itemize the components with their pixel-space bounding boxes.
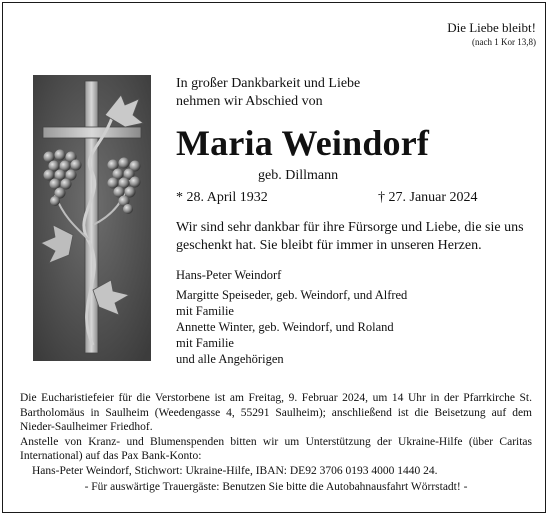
funeral-details	[20, 391, 532, 494]
deceased-name: Maria Weindorf	[176, 123, 430, 163]
birth-date: * 28. April 1932	[176, 190, 268, 205]
thanks-text: Wir sind sehr dankbar für ihre Fürsorge und Liebe, die sie uns geschenkt hat. Sie bleibt für immer in unseren Herzen.	[176, 220, 524, 253]
mourner-first: Hans-Peter Weindorf	[176, 268, 282, 282]
intro	[176, 75, 360, 111]
service-info: Die Eucharistiefeier für die Verstorbene ist am Freitag, 9. Februar 2024, um 14 Uhr in der Pfarrkirche St. Bartholomäus in Saulheim (Weedengasse 4, 55291 Saulheim); anschließend ist die Beisetzung auf dem Nieder-Saulheimer Friedhof.	[20, 392, 532, 434]
intro-line-1: In großer Dankbarkeit und Liebe	[176, 76, 361, 91]
maiden-name: geb. Dillmann	[258, 168, 339, 183]
donation-info: Anstelle von Kranz- und Blumenspenden bitten wir um Unterstützung der Ukraine-Hilfe (über Caritas International) auf das Pax Bank-Konto:	[20, 435, 532, 463]
cross-grapevine-image	[33, 75, 151, 361]
motto-title: Die Liebe bleibt!	[447, 20, 536, 35]
mourner-line: und alle Angehörigen	[176, 352, 284, 366]
mourner-line: mit Familie	[176, 304, 234, 318]
bank-account: Hans-Peter Weindorf, Stichwort: Ukraine-Hilfe, IBAN: DE92 3706 0193 4000 1440 24.	[32, 464, 438, 477]
motto	[447, 20, 536, 48]
mourner-line: mit Familie	[176, 336, 234, 350]
death-date: † 27. Januar 2024	[378, 190, 478, 205]
directions-note: - Für auswärtige Trauergäste: Benutzen Sie bitte die Autobahnausfahrt Wörrstadt! -	[84, 480, 468, 493]
intro-line-2: nehmen wir Abschied von	[176, 94, 323, 109]
motto-reference: (nach 1 Kor 13,8)	[472, 37, 536, 47]
mourner-line: Annette Winter, geb. Weindorf, und Roland	[176, 320, 394, 334]
mourner-line: Margitte Speiseder, geb. Weindorf, und Alfred	[176, 288, 408, 302]
mourner-list	[176, 287, 407, 367]
cross-grapevine-illustration	[33, 75, 151, 361]
